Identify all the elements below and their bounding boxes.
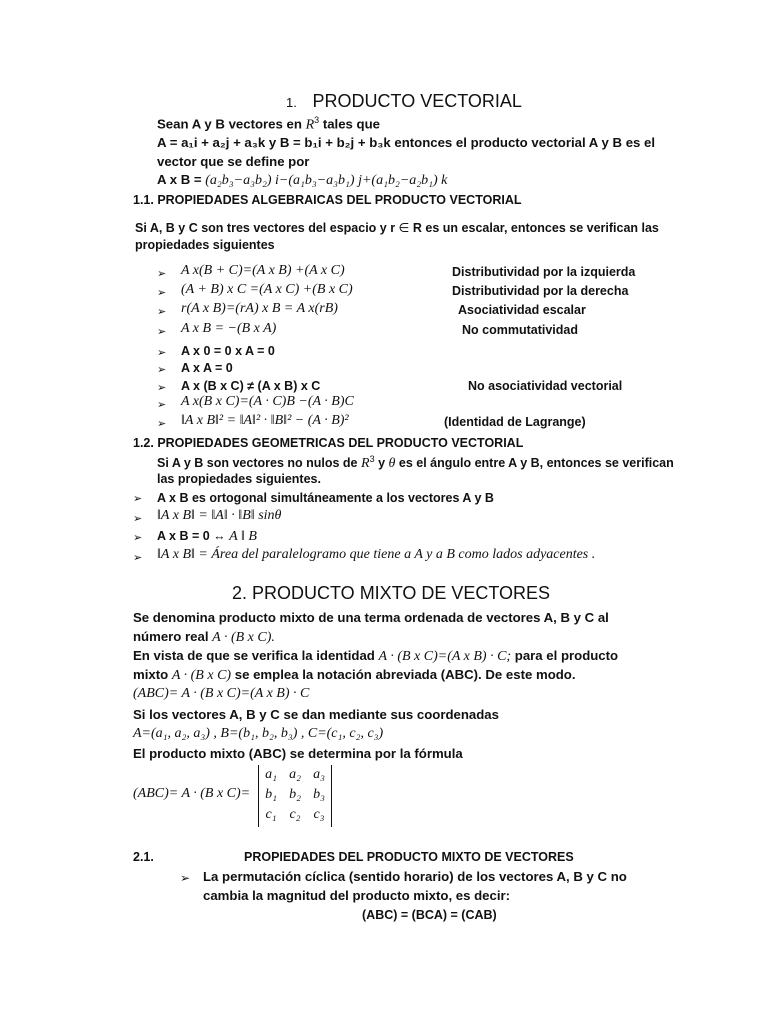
property-3-rhs: A ‖ B [229, 529, 257, 544]
theta-symbol: θ [388, 456, 396, 472]
p3-text-end: para el producto [514, 648, 619, 663]
section-1-2-intro [157, 454, 674, 472]
p4-math: A · (B x C) [171, 668, 232, 683]
section-2-p8: El producto mixto (ABC) se determina por la fórmula [133, 746, 463, 761]
arrowhead-bullet-icon: ➢ [180, 871, 191, 885]
section-2-title: 2. PRODUCTO MIXTO DE VECTORES [232, 583, 551, 603]
geom-property-2: ‖A x B‖ = ‖A‖ · ‖B‖ sinθ [157, 508, 282, 523]
formula-lhs: A x B = [157, 172, 202, 187]
cross-product-formula [157, 172, 447, 189]
intro-mid: y [378, 456, 386, 471]
arrowhead-bullet-icon: ➢ [133, 532, 143, 544]
section-2-p1: Se denomina producto mixto de una terma ordenada de vectores A, B y C al [133, 610, 609, 625]
r-set-symbol: R [361, 456, 370, 472]
algebraic-property-4: A x B = −(B x A) [181, 321, 277, 336]
section-1-heading [286, 91, 522, 112]
definition-line-2: vector que se define por [157, 154, 310, 169]
property-note-3: Asociatividad escalar [458, 303, 586, 317]
arrowhead-bullet-icon: ➢ [157, 287, 167, 299]
algebraic-property-5: A x 0 = 0 x A = 0 [181, 344, 275, 358]
arrowhead-bullet-icon: ➢ [133, 513, 143, 525]
section-2-1-heading: PROPIEDADES DEL PRODUCTO MIXTO DE VECTORES [244, 850, 574, 864]
section-2-1-number: 2.1. [133, 850, 154, 864]
section-1-1-intro-2: propiedades siguientes [135, 238, 275, 252]
section-1-1-heading: 1.1. PROPIEDADES ALGEBRAICAS DEL PRODUCTO VECTORIAL [133, 193, 522, 207]
intro-line [157, 115, 380, 133]
section-2-p6: Si los vectores A, B y C se dan mediante sus coordenadas [133, 707, 499, 722]
algebraic-property-1: A x(B + C)=(A x B) +(A x C) [181, 263, 345, 278]
section-2-p7: A=(a₁, a₂, a₃) , B=(b₁, b₂, b₃) , C=(c₁, c₂, c₃) [133, 726, 384, 741]
section-1-2-heading: 1.2. PROPIEDADES GEOMETRICAS DEL PRODUCTO VECTORIAL [133, 436, 524, 450]
intro-text: Sean A y B vectores en [157, 116, 302, 132]
determinant-matrix [258, 765, 332, 827]
arrowhead-bullet-icon: ➢ [157, 268, 167, 280]
arrowhead-bullet-icon: ➢ [157, 364, 167, 376]
property-note-2: Distributividad por la derecha [452, 284, 629, 298]
r-set-symbol: R [305, 117, 315, 133]
section-2-p4 [133, 667, 576, 684]
section-2-p3 [133, 648, 618, 665]
algebraic-property-3: r(A x B)=(rA) x B = A x(rB) [181, 301, 338, 316]
arrowhead-bullet-icon: ➢ [157, 399, 167, 411]
p4-text-end: se emplea la notación abreviada (ABC). De este modo. [234, 667, 576, 682]
section-2-1-p2: cambia la magnitud del producto mixto, es decir: [203, 888, 511, 903]
arrowhead-bullet-icon: ➢ [133, 552, 143, 564]
matrix-cell: c₁ [265, 807, 277, 822]
formula-rhs: (a₂b₃−a₃b₂) i−(a₁b₃−a₃b₁) j+(a₁b₂−a₂b₁) k [205, 173, 448, 188]
arrowhead-bullet-icon: ➢ [157, 326, 167, 338]
algebraic-property-8: A x(B x C)=(A · C)B −(A · B)C [181, 394, 354, 409]
arrowhead-bullet-icon: ➢ [133, 493, 143, 505]
section-2-p2 [133, 629, 275, 646]
arrowhead-bullet-icon: ➢ [157, 306, 167, 318]
intro-a: Si A y B son vectores no nulos de [157, 456, 358, 471]
property-3-lhs: A x B = 0 [157, 529, 210, 543]
intro-text-end: tales que [322, 116, 380, 132]
algebraic-property-6: A x A = 0 [181, 361, 233, 375]
arrowhead-bullet-icon: ➢ [157, 347, 167, 359]
property-note-9: (Identidad de Lagrange) [444, 415, 586, 429]
algebraic-property-7: A x (B x C) ≠ (A x B) x C [181, 379, 321, 393]
geom-property-3 [157, 529, 257, 545]
algebraic-property-2: (A + B) x C =(A x C) +(B x C) [181, 282, 353, 297]
section-1-number: 1. [286, 95, 297, 110]
matrix-cell: a₃ [313, 767, 325, 782]
element-of-symbol: ∈ [398, 221, 410, 235]
geom-property-1: A x B es ortogonal simultáneamente a los vectores A y B [157, 491, 494, 505]
section-2-1-p3: (ABC) = (BCA) = (CAB) [362, 908, 497, 922]
intro-b: es el ángulo entre A y B, entonces se verifican [398, 456, 674, 471]
geom-property-4: ‖A x B‖ = Área del paralelogramo que tiene a A y a B como lados adyacentes . [157, 547, 596, 562]
matrix-cell: b₁ [265, 787, 277, 802]
iff-arrow-icon: ↔ [213, 529, 226, 543]
p3-text: En vista de que se verifica la identidad [133, 648, 375, 663]
property-note-1: Distributividad por la izquierda [452, 265, 636, 279]
matrix-cell: b₂ [289, 787, 301, 802]
matrix-cell: a₁ [265, 767, 277, 782]
determinant-lhs: (ABC)= A · (B x C)= [133, 786, 251, 801]
r-set-exponent: 3 [314, 115, 320, 125]
p3-math: A · (B x C)=(A x B) · C; [378, 649, 512, 664]
matrix-cell: a₂ [289, 767, 301, 782]
intro-b: R es un escalar, entonces se verifican las [412, 221, 659, 235]
matrix-cell: b₃ [313, 787, 325, 802]
r-set-exponent: 3 [369, 454, 375, 464]
matrix-cell: c₃ [313, 807, 325, 822]
section-1-2-intro-2: las propiedades siguientes. [157, 472, 321, 486]
intro-a: Si A, B y C son tres vectores del espacio y r [135, 221, 396, 235]
definition-line: A = a₁i + a₂j + a₃k y B = b₁i + b₂j + b₃k entonces el producto vectorial A y B es el [157, 135, 656, 150]
p2-math: A · (B x C). [212, 630, 275, 645]
property-note-4: No commutatividad [462, 323, 578, 337]
matrix-cell: c₂ [289, 807, 301, 822]
property-note-7: No asociatividad vectorial [468, 379, 623, 393]
section-1-title: PRODUCTO VECTORIAL [312, 91, 522, 111]
algebraic-property-9: ‖A x B‖² = ‖A‖² · ‖B‖² − (A · B)² [181, 413, 349, 428]
section-2-p5: (ABC)= A · (B x C)=(A x B) · C [133, 686, 310, 701]
section-1-1-intro [135, 220, 659, 235]
p4-text: mixto [133, 667, 169, 682]
section-2-1-p1: La permutación cíclica (sentido horario) de los vectores A, B y C no [203, 869, 627, 884]
p2-text: número real [133, 629, 209, 644]
arrowhead-bullet-icon: ➢ [157, 418, 167, 430]
arrowhead-bullet-icon: ➢ [157, 382, 167, 394]
